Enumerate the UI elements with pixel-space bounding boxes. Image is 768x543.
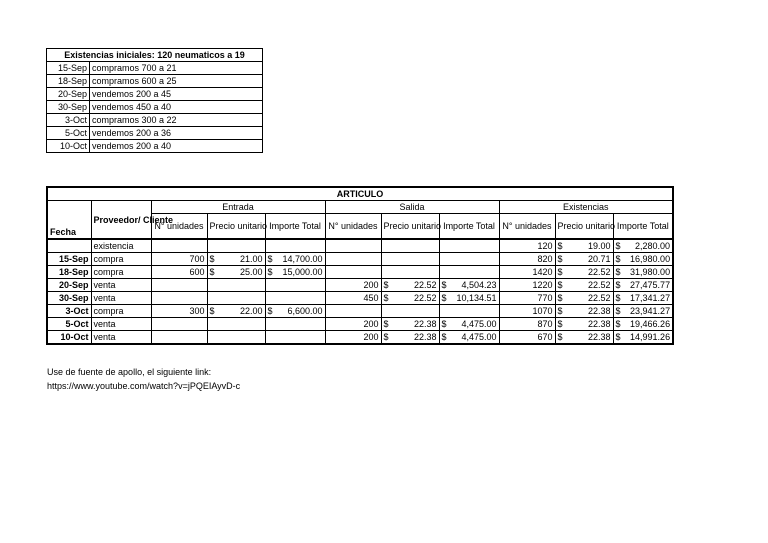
entrada-precio [207,239,265,253]
col-entrada-unidades: N° unidades [151,214,207,240]
currency-symbol: $ [615,319,621,329]
currency-symbol: $ [557,293,563,303]
row-fecha: 18-Sep [47,266,91,279]
kardex-row [47,292,673,305]
summary-row [47,75,263,88]
amount: 16,980.00 [630,254,671,264]
group-existencias: Existencias [499,201,673,214]
summary-description: vendemos 200 a 45 [90,88,263,101]
entrada-unidades [151,318,207,331]
existencias-importe [613,239,673,253]
entrada-importe [265,279,325,292]
amount: 22.38 [413,319,437,329]
entrada-importe [265,318,325,331]
entrada-importe [265,331,325,345]
existencias-precio [555,239,613,253]
currency-symbol: $ [209,267,215,277]
amount: 20.71 [587,254,611,264]
kardex-title: ARTICULO [47,187,673,201]
amount: 22.38 [587,319,611,329]
salida-importe [439,318,499,331]
existencias-unidades: 870 [499,318,555,331]
row-proveedor: venta [91,279,151,292]
row-proveedor: compra [91,305,151,318]
summary-body [47,49,263,153]
col-existencias-unidades: N° unidades [499,214,555,240]
amount: 22.38 [587,332,611,342]
amount: 22.52 [413,280,437,290]
kardex-row [47,279,673,292]
kardex-group-row [47,201,673,214]
entrada-importe [265,266,325,279]
amount: 4,504.23 [461,280,497,290]
salida-precio [381,239,439,253]
existencias-precio [555,253,613,266]
existencias-importe [613,266,673,279]
currency-symbol: $ [557,332,563,342]
summary-description: vendemos 450 a 40 [90,101,263,114]
summary-description: compramos 600 a 25 [90,75,263,88]
entrada-precio [207,331,265,345]
currency-symbol: $ [615,306,621,316]
row-fecha [47,239,91,253]
currency-symbol: $ [383,319,389,329]
salida-precio [381,292,439,305]
summary-date: 10-Oct [47,140,90,153]
amount: 27,475.77 [630,280,671,290]
row-fecha: 3-Oct [47,305,91,318]
col-existencias-importe: Importe Total [613,214,673,240]
summary-row [47,114,263,127]
currency-symbol: $ [267,306,273,316]
existencias-importe [613,318,673,331]
amount: 17,341.27 [630,293,671,303]
currency-symbol: $ [615,280,621,290]
amount: 31,980.00 [630,267,671,277]
currency-symbol: $ [557,319,563,329]
row-fecha: 20-Sep [47,279,91,292]
col-entrada-importe: Importe Total [265,214,325,240]
currency-symbol: $ [557,254,563,264]
existencias-unidades: 820 [499,253,555,266]
summary-header: Existencias iniciales: 120 neumaticos a 19 [47,49,263,62]
existencias-importe [613,253,673,266]
col-proveedor: Proveedor/ Cliente [91,201,151,240]
row-proveedor: venta [91,331,151,345]
entrada-precio [207,253,265,266]
summary-row [47,127,263,140]
col-entrada-precio: Precio unitario [207,214,265,240]
currency-symbol: $ [557,280,563,290]
entrada-importe [265,305,325,318]
summary-date: 30-Sep [47,101,90,114]
col-salida-unidades: N° unidades [325,214,381,240]
amount: 22.52 [413,293,437,303]
existencias-precio [555,292,613,305]
existencias-unidades: 770 [499,292,555,305]
amount: 21.00 [239,254,263,264]
amount: 4,475.00 [461,319,497,329]
existencias-unidades: 1070 [499,305,555,318]
kardex-body [47,187,673,344]
existencias-importe [613,331,673,345]
salida-unidades [325,239,381,253]
entrada-precio [207,292,265,305]
summary-row [47,101,263,114]
initial-stock-table [46,48,263,153]
group-entrada: Entrada [151,201,325,214]
existencias-importe [613,279,673,292]
amount: 6,600.00 [287,306,323,316]
row-fecha: 5-Oct [47,318,91,331]
row-fecha: 15-Sep [47,253,91,266]
currency-symbol: $ [615,267,621,277]
amount: 14,991.26 [630,332,671,342]
currency-symbol: $ [209,254,215,264]
existencias-importe [613,292,673,305]
entrada-unidades [151,279,207,292]
summary-description: compramos 300 a 22 [90,114,263,127]
currency-symbol: $ [557,267,563,277]
entrada-importe [265,239,325,253]
row-proveedor: venta [91,318,151,331]
entrada-unidades [151,292,207,305]
summary-description: vendemos 200 a 40 [90,140,263,153]
salida-precio [381,266,439,279]
amount: 22.38 [587,306,611,316]
currency-symbol: $ [383,280,389,290]
amount: 23,941.27 [630,306,671,316]
row-fecha: 10-Oct [47,331,91,345]
existencias-unidades: 1420 [499,266,555,279]
amount: 14,700.00 [282,254,323,264]
kardex-row [47,318,673,331]
col-fecha: Fecha [47,201,91,240]
entrada-unidades: 700 [151,253,207,266]
note-link[interactable]: https://www.youtube.com/watch?v=jPQEIAyvD-c [47,381,241,391]
existencias-precio [555,318,613,331]
kardex-row [47,305,673,318]
currency-symbol: $ [615,332,621,342]
salida-precio [381,279,439,292]
summary-date: 20-Sep [47,88,90,101]
row-proveedor: venta [91,292,151,305]
salida-unidades [325,305,381,318]
group-salida: Salida [325,201,499,214]
entrada-precio [207,266,265,279]
salida-importe [439,239,499,253]
summary-description: vendemos 200 a 36 [90,127,263,140]
currency-symbol: $ [615,241,621,251]
kardex-table [46,186,674,345]
salida-unidades: 450 [325,292,381,305]
existencias-precio [555,279,613,292]
entrada-unidades: 300 [151,305,207,318]
amount: 4,475.00 [461,332,497,342]
entrada-unidades: 600 [151,266,207,279]
row-proveedor: existencia [91,239,151,253]
entrada-precio [207,318,265,331]
currency-symbol: $ [267,267,273,277]
currency-symbol: $ [557,306,563,316]
existencias-unidades: 1220 [499,279,555,292]
amount: 19.00 [587,241,611,251]
summary-row [47,88,263,101]
entrada-importe [265,253,325,266]
summary-description: compramos 700 a 21 [90,62,263,75]
salida-importe [439,266,499,279]
col-existencias-precio: Precio unitario [555,214,613,240]
salida-unidades [325,253,381,266]
salida-importe [439,253,499,266]
amount: 22.52 [587,280,611,290]
amount: 22.52 [587,293,611,303]
row-proveedor: compra [91,266,151,279]
entrada-unidades [151,331,207,345]
note-line-1: Use de fuente de apollo, el siguiente link: [47,367,212,377]
entrada-unidades [151,239,207,253]
entrada-precio [207,305,265,318]
col-salida-importe: Importe Total [439,214,499,240]
row-fecha: 30-Sep [47,292,91,305]
amount: 2,280.00 [635,241,671,251]
salida-precio [381,253,439,266]
salida-unidades: 200 [325,318,381,331]
existencias-unidades: 120 [499,239,555,253]
existencias-precio [555,266,613,279]
currency-symbol: $ [615,293,621,303]
summary-row [47,62,263,75]
summary-header-row [47,49,263,62]
salida-precio [381,318,439,331]
currency-symbol: $ [267,254,273,264]
salida-precio [381,331,439,345]
amount: 22.52 [587,267,611,277]
amount: 19,466.26 [630,319,671,329]
salida-unidades [325,266,381,279]
summary-date: 15-Sep [47,62,90,75]
amount: 25.00 [239,267,263,277]
currency-symbol: $ [209,306,215,316]
currency-symbol: $ [383,293,389,303]
row-proveedor: compra [91,253,151,266]
currency-symbol: $ [441,280,447,290]
salida-precio [381,305,439,318]
existencias-precio [555,331,613,345]
summary-date: 5-Oct [47,127,90,140]
currency-symbol: $ [441,332,447,342]
salida-importe [439,279,499,292]
salida-importe [439,331,499,345]
col-salida-precio: Precio unitario [381,214,439,240]
currency-symbol: $ [441,293,447,303]
amount: 10,134.51 [456,293,497,303]
currency-symbol: $ [441,319,447,329]
amount: 22.38 [413,332,437,342]
salida-importe [439,305,499,318]
summary-row [47,140,263,153]
kardex-row [47,239,673,253]
kardex-row [47,266,673,279]
currency-symbol: $ [615,254,621,264]
amount: 22.00 [239,306,263,316]
summary-date: 18-Sep [47,75,90,88]
kardex-row [47,253,673,266]
salida-unidades: 200 [325,331,381,345]
salida-importe [439,292,499,305]
existencias-importe [613,305,673,318]
existencias-unidades: 670 [499,331,555,345]
kardex-title-row [47,187,673,201]
currency-symbol: $ [557,241,563,251]
currency-symbol: $ [383,332,389,342]
summary-date: 3-Oct [47,114,90,127]
salida-unidades: 200 [325,279,381,292]
kardex-row [47,331,673,345]
entrada-importe [265,292,325,305]
existencias-precio [555,305,613,318]
amount: 15,000.00 [282,267,323,277]
entrada-precio [207,279,265,292]
